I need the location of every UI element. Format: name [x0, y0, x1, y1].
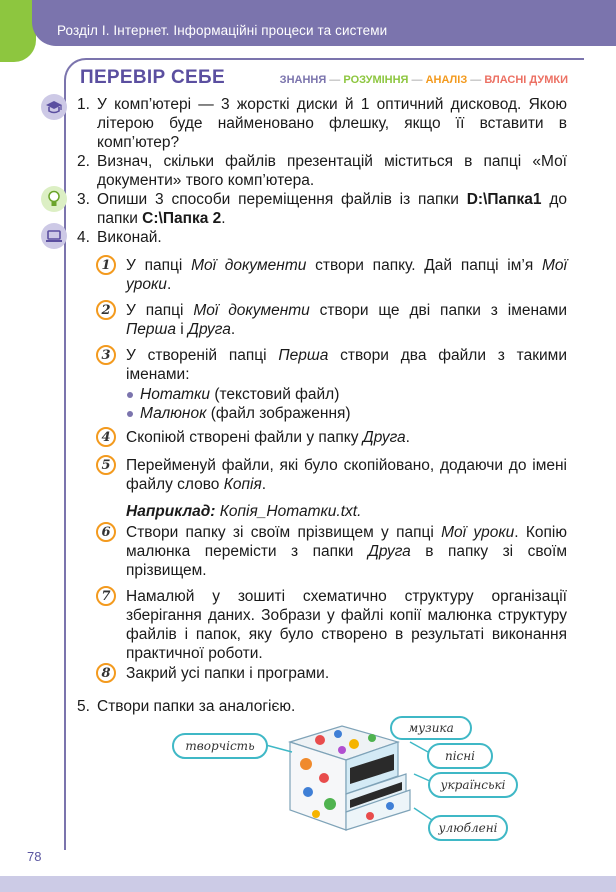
level-sep: — [467, 74, 485, 86]
tag-songs: пісні [427, 743, 493, 769]
step-text: У папці Мої документи створи папку. Дай папці ім’я Мої уроки. [126, 257, 567, 293]
question-number: 3. [77, 191, 90, 208]
step-text: У створеній папці Перша створи два файли з такими іменами: Нотатки (текстовий файл) Малюнок (файл зображення) [126, 347, 567, 422]
step-text: Закрий усі папки і програми. [126, 665, 330, 682]
level-own-thoughts: ВЛАСНІ ДУМКИ [484, 74, 568, 86]
level-analysis: АНАЛІЗ [425, 74, 468, 86]
step-text: Скопіюй створені файли у папку Друга. [126, 429, 410, 446]
lightbulb-icon [41, 186, 67, 212]
question-2 [77, 152, 567, 190]
question-text [97, 190, 567, 228]
step-number-badge: 2 [96, 300, 116, 320]
list-item: Нотатки (текстовий файл) [126, 385, 567, 404]
example-label: Наприклад: [126, 503, 216, 520]
list-item: Малюнок (файл зображення) [126, 404, 567, 423]
step-text: У папці Мої документи створи ще дві папки з іменами Перша і Друга. [126, 302, 567, 338]
question-text: Створи папки за аналогією. [97, 698, 296, 715]
tag-music: музика [390, 716, 472, 740]
step-number-badge: 4 [96, 427, 116, 447]
laptop-icon [41, 223, 67, 249]
block-title: ПЕРЕВІР СЕБЕ [80, 67, 225, 88]
level-understanding: РОЗУМІННЯ [343, 74, 409, 86]
text-part: до папки [97, 191, 567, 227]
step-number-badge: 3 [96, 345, 116, 365]
question-number: 2. [77, 153, 90, 170]
tag-ukrainian: українські [428, 772, 518, 798]
question-number: 5. [77, 698, 90, 715]
level-knowledge: ЗНАННЯ [279, 74, 327, 86]
step-7 [96, 587, 567, 663]
step-text: Перейменуй файли, які було скопійовано, додаючи до імені файлу слово Копія. Наприклад: Копія_Нотатки.txt. [126, 457, 567, 520]
competency-levels [280, 74, 568, 86]
text-part: . [221, 210, 226, 227]
question-number: 1. [77, 96, 90, 113]
question-text: У комп’ютері — 3 жорсткі диски й 1 оптичний дисковод. Якою літерою буде найменовано флешку, якщо її вставити в комп’ютер? [97, 96, 567, 151]
step-3 [96, 346, 567, 423]
step-number-badge: 8 [96, 663, 116, 683]
chapter-title: Розділ I. Інтернет. Інформаційні процеси та системи [57, 23, 388, 38]
question-1 [77, 95, 567, 152]
footer-band [0, 876, 616, 892]
file-list [126, 385, 567, 423]
step-number-badge: 6 [96, 522, 116, 542]
level-sep: — [326, 74, 344, 86]
question-text: Виконай. [97, 229, 162, 246]
page-number: 78 [27, 849, 42, 864]
step-6 [96, 523, 567, 580]
question-number: 4. [77, 229, 90, 246]
step-number-badge: 1 [96, 255, 116, 275]
source-path: D:\Папка1 [466, 191, 542, 208]
step-text: Створи папку зі своїм прізвищем у папці Мої уроки. Копію малюнка перемісти з папки Друга в папку зі своїм прізвищем. [126, 524, 567, 579]
step-number-badge: 7 [96, 586, 116, 606]
example-line [126, 502, 567, 521]
example-value: Копія_Нотатки.txt. [215, 503, 362, 520]
text-part: Опиши 3 способи переміщення файлів із папки [97, 191, 467, 208]
step-5 [96, 456, 567, 521]
tag-favorite: улюблені [428, 815, 508, 841]
graduation-cap-icon [41, 94, 67, 120]
step-number-badge: 5 [96, 455, 116, 475]
question-4 [77, 228, 567, 247]
level-sep: — [408, 74, 426, 86]
step-8 [96, 664, 567, 683]
step-4 [96, 428, 567, 447]
step-2 [96, 301, 567, 339]
step-text: Намалюй у зошиті схематично структуру організації зберігання даних. Зобрази у файлі копії малюнка структуру файлів і папок, яку було створено в результаті виконання практичної роботи. [126, 588, 567, 662]
question-5 [77, 697, 567, 716]
question-3 [77, 190, 567, 228]
question-text: Визнач, скільки файлів презентацій міститься в папці «Мої документи» твого комп’ютера. [97, 153, 567, 189]
step-1 [96, 256, 567, 294]
target-path: C:\Папка 2 [142, 210, 222, 227]
tag-creativity: творчість [172, 733, 268, 759]
corner-tab [0, 0, 36, 62]
